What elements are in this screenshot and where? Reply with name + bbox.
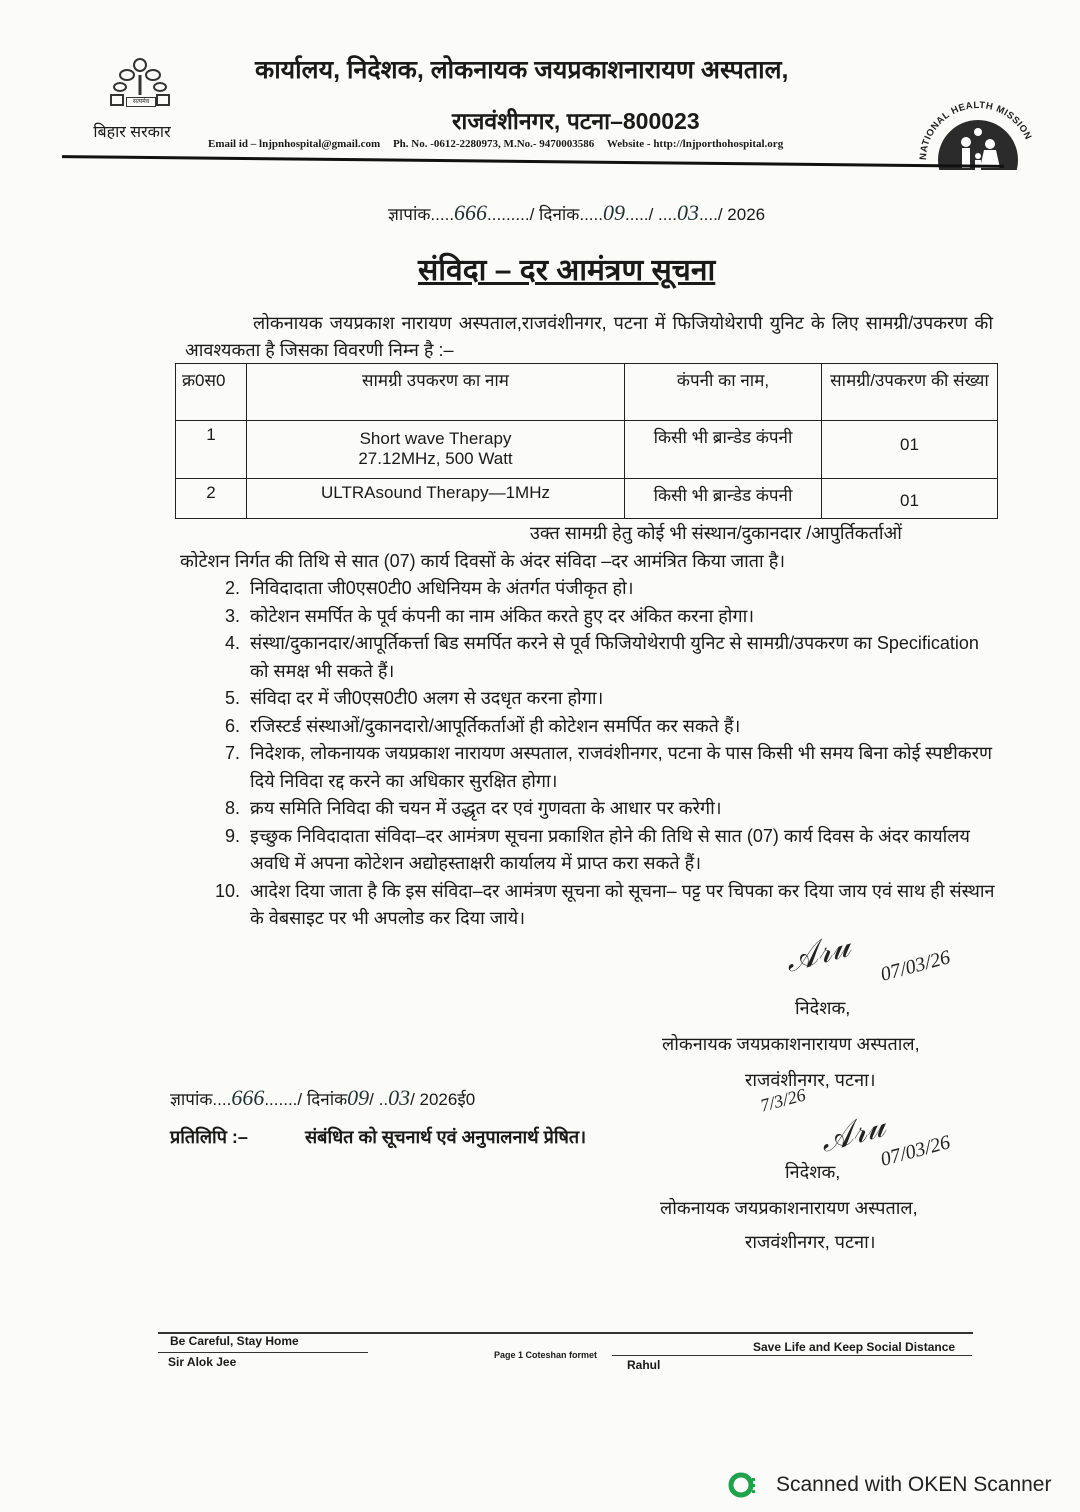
ref-day: 09 <box>602 200 625 225</box>
sig1-place: राजवंशीनगर, पटना। <box>745 1070 876 1090</box>
director-signature-2: 𝒜𝓇𝓊 <box>816 1107 890 1160</box>
condition-item <box>180 575 995 603</box>
condition-1-line1: उक्त सामग्री हेतु कोई भी संस्थान/दुकानदार /आपुर्तिकर्ताओं <box>530 523 902 543</box>
condition-text: निविदादाता जी0एस0टी0 अधिनियम के अंतर्गत पंजीकृत हो। <box>250 578 634 598</box>
condition-item <box>180 878 995 933</box>
logo-caption: बिहार सरकार <box>93 124 171 141</box>
header-divider <box>62 155 1004 168</box>
condition-text: कोटेशन समर्पित के पूर्व कंपनी का नाम अंकित करते हुए दर अंकित करना होगा। <box>250 605 755 626</box>
cell-serial: 1 <box>176 421 247 479</box>
sig2-place: राजवंशीनगर, पटना। <box>745 1232 876 1252</box>
signature2-date: 07/03/26 <box>878 1131 953 1171</box>
condition-item <box>180 630 995 685</box>
condition-number: 6. <box>224 715 240 736</box>
footer-center: Page 1 Coteshan formet <box>494 1350 598 1360</box>
tree-emblem-icon <box>105 55 175 120</box>
condition-text: रजिस्टर्ड संस्थाओं/दुकानदारो/आपूर्तिकर्ताओं ही कोटेशन समर्पित कर सकते हैं। <box>250 715 741 736</box>
condition-item <box>180 823 995 878</box>
director-signature: 𝒜𝓇𝓊 <box>781 927 855 980</box>
nhm-logo <box>912 80 1042 170</box>
oken-scanner-icon <box>728 1470 758 1500</box>
header-cell: क्र0स0 <box>176 364 247 421</box>
copy-text: संबंधित को सूचनार्थ एवं अनुपालनार्थ प्रेषित। <box>305 1127 587 1147</box>
footer-left-rule <box>158 1352 368 1353</box>
condition-number: 5. <box>224 688 240 708</box>
condition-item <box>180 740 995 795</box>
condition-text: संस्था/दुकानदार/आपूर्तिकर्त्ता बिड समर्पित करने से पूर्व फिजियोथेरापी युनिट से सामग्री/उपकरण का Specification को समक्ष भी सकते हैं। <box>250 633 979 681</box>
condition-text: क्रय समिति निविदा की चयन में उद्धृत दर एवं गुणवता के आधार पर करेगी। <box>250 798 722 818</box>
cell-item: ULTRAsound Therapy—1MHz <box>247 479 625 519</box>
copy-date-label: / दिनांक <box>297 1090 348 1109</box>
condition-item <box>180 685 995 713</box>
condition-number: 3. <box>224 605 240 626</box>
date-label: / दिनांक <box>529 205 580 224</box>
office-title-line2: राजवंशीनगर, पटना–800023 <box>452 108 700 134</box>
header-cell: सामग्री/उपकरण की संख्या <box>822 364 998 421</box>
emblem-motto: सत्यमेव <box>126 97 156 107</box>
notice-title: संविदा – दर आमंत्रण सूचना <box>418 254 716 287</box>
copy-year: / 2026ई0 <box>410 1090 476 1109</box>
website-text: Website - http://lnjporthohospital.org <box>606 138 784 150</box>
office-title-line1: कार्यालय, निदेशक, लोकनायक जयप्रकाशनारायण अस्पताल, <box>255 56 789 84</box>
intro-paragraph <box>185 310 993 364</box>
footer-left-bottom: Sir Alok Jee <box>168 1355 237 1369</box>
scanner-watermark <box>728 1470 1051 1500</box>
cell-company: किसी भी ब्रान्डेड कंपनी <box>625 421 822 479</box>
copy-day: 09 <box>347 1085 370 1110</box>
conditions-list <box>180 520 995 933</box>
condition-item <box>180 795 995 823</box>
nhm-logo-text: NATIONAL HEALTH MISSION <box>917 99 1034 161</box>
copy-ref-number: 666 <box>231 1085 265 1110</box>
cell-qty: 01 <box>822 421 998 479</box>
condition-number: 8. <box>224 798 240 818</box>
condition-number: 4. <box>224 633 240 653</box>
copy-month: 03 <box>388 1085 411 1110</box>
phone-text: Ph. No. -0612-2280973, M.No.- 9470003586 <box>392 138 595 150</box>
copy-reference-line: ज्ञापांक....666......./ दिनांक09/ ..03/ 2026ई0 <box>170 1085 476 1110</box>
footer-left-top: Be Careful, Stay Home <box>170 1334 299 1348</box>
header-cell: सामग्री उपकरण का नाम <box>247 364 625 421</box>
signature-date: 07/03/26 <box>878 946 953 986</box>
copy-ref-label: ज्ञापांक <box>170 1090 213 1109</box>
copy-prefix: प्रतिलिपि :– <box>170 1127 248 1147</box>
condition-number: 7. <box>224 743 240 763</box>
ref-month: 03 <box>676 200 699 225</box>
ref-number: 666 <box>454 200 488 225</box>
cell-company: किसी भी ब्रान्डेड कंपनी <box>625 479 822 519</box>
intro-text: लोकनायक जयप्रकाश नारायण अस्पताल,राजवंशीनगर, पटना में फिजियोथेरापी युनिट के लिए सामग्री/उपकरण की आवश्यकता है जिसका विवरणी निम्न है :– <box>185 313 993 360</box>
reference-line: ज्ञापांक.....666........./ दिनांक.....09...../ ....03..../ 2026 <box>388 200 766 225</box>
items-table <box>175 363 998 519</box>
condition-1-line2: कोटेशन निर्गत की तिथि से सात (07) कार्य दिवसों के अंदर संविदा –दर आमंत्रित किया जाता है। <box>180 550 786 571</box>
sig2-org: लोकनायक जयप्रकाशनारायण अस्पताल, <box>660 1198 918 1218</box>
sig1-org: लोकनायक जयप्रकाशनारायण अस्पताल, <box>662 1034 920 1054</box>
footer-right-top: Save Life and Keep Social Distance <box>753 1340 956 1354</box>
header-cell: कंपनी का नाम, <box>625 364 822 421</box>
condition-item <box>180 713 995 741</box>
condition-text: आदेश दिया जाता है कि इस संविदा–दर आमंत्रण सूचना को सूचना– पट्ट पर चिपका कर दिया जाय एवं साथ ही संस्थान के वेबसाइट पर भी अपलोड कर दिया जाये। <box>250 880 995 928</box>
cell-qty: 01 <box>822 479 998 519</box>
condition-number: 2. <box>224 578 240 598</box>
initial-note: 7/3/26 <box>758 1084 808 1116</box>
condition-text: इच्छुक निविदादाता संविदा–दर आमंत्रण सूचना प्रकाशित होने की तिथि से सात (07) कार्य दिवस के अंदर कार्यालय अवधि में अपना कोटेशन अद्योहस्ताक्षरी कार्यालय में प्राप्त करा सकते हैं। <box>250 825 970 873</box>
footer-right-bottom: Rahul <box>627 1358 661 1372</box>
sig1-designation: निदेशक, <box>795 998 851 1018</box>
bihar-govt-logo <box>93 55 180 142</box>
table-row <box>176 479 998 519</box>
condition-number: 9. <box>224 825 240 846</box>
sig2-designation: निदेशक, <box>785 1162 841 1182</box>
scanner-text: Scanned with OKEN Scanner <box>776 1473 1052 1496</box>
email-text: Email id – lnjpnhospital@gmail.com <box>208 138 381 150</box>
condition-item <box>180 603 995 631</box>
cell-serial: 2 <box>176 479 247 519</box>
ref-year: / 2026 <box>717 205 766 224</box>
contact-line <box>208 138 793 150</box>
ref-label: ज्ञापांक <box>388 205 431 224</box>
cell-item: Short wave Therapy 27.12MHz, 500 Watt <box>247 421 625 479</box>
table-header-row <box>176 364 998 421</box>
condition-number: 10. <box>214 880 240 901</box>
condition-text: निदेशक, लोकनायक जयप्रकाश नारायण अस्पताल, राजवंशीनगर, पटना के पास किसी भी समय बिना कोई स्पष्टीकरण दिये निविदा रद्द करने का अधिकार सुरक्षित होगा। <box>250 743 993 791</box>
footer-right-rule <box>612 1355 972 1356</box>
condition-text: संविदा दर में जी0एस0टी0 अलग से उदधृत करना होगा। <box>250 688 604 708</box>
nhm-emblem-icon <box>912 80 1042 170</box>
table-row <box>176 421 998 479</box>
